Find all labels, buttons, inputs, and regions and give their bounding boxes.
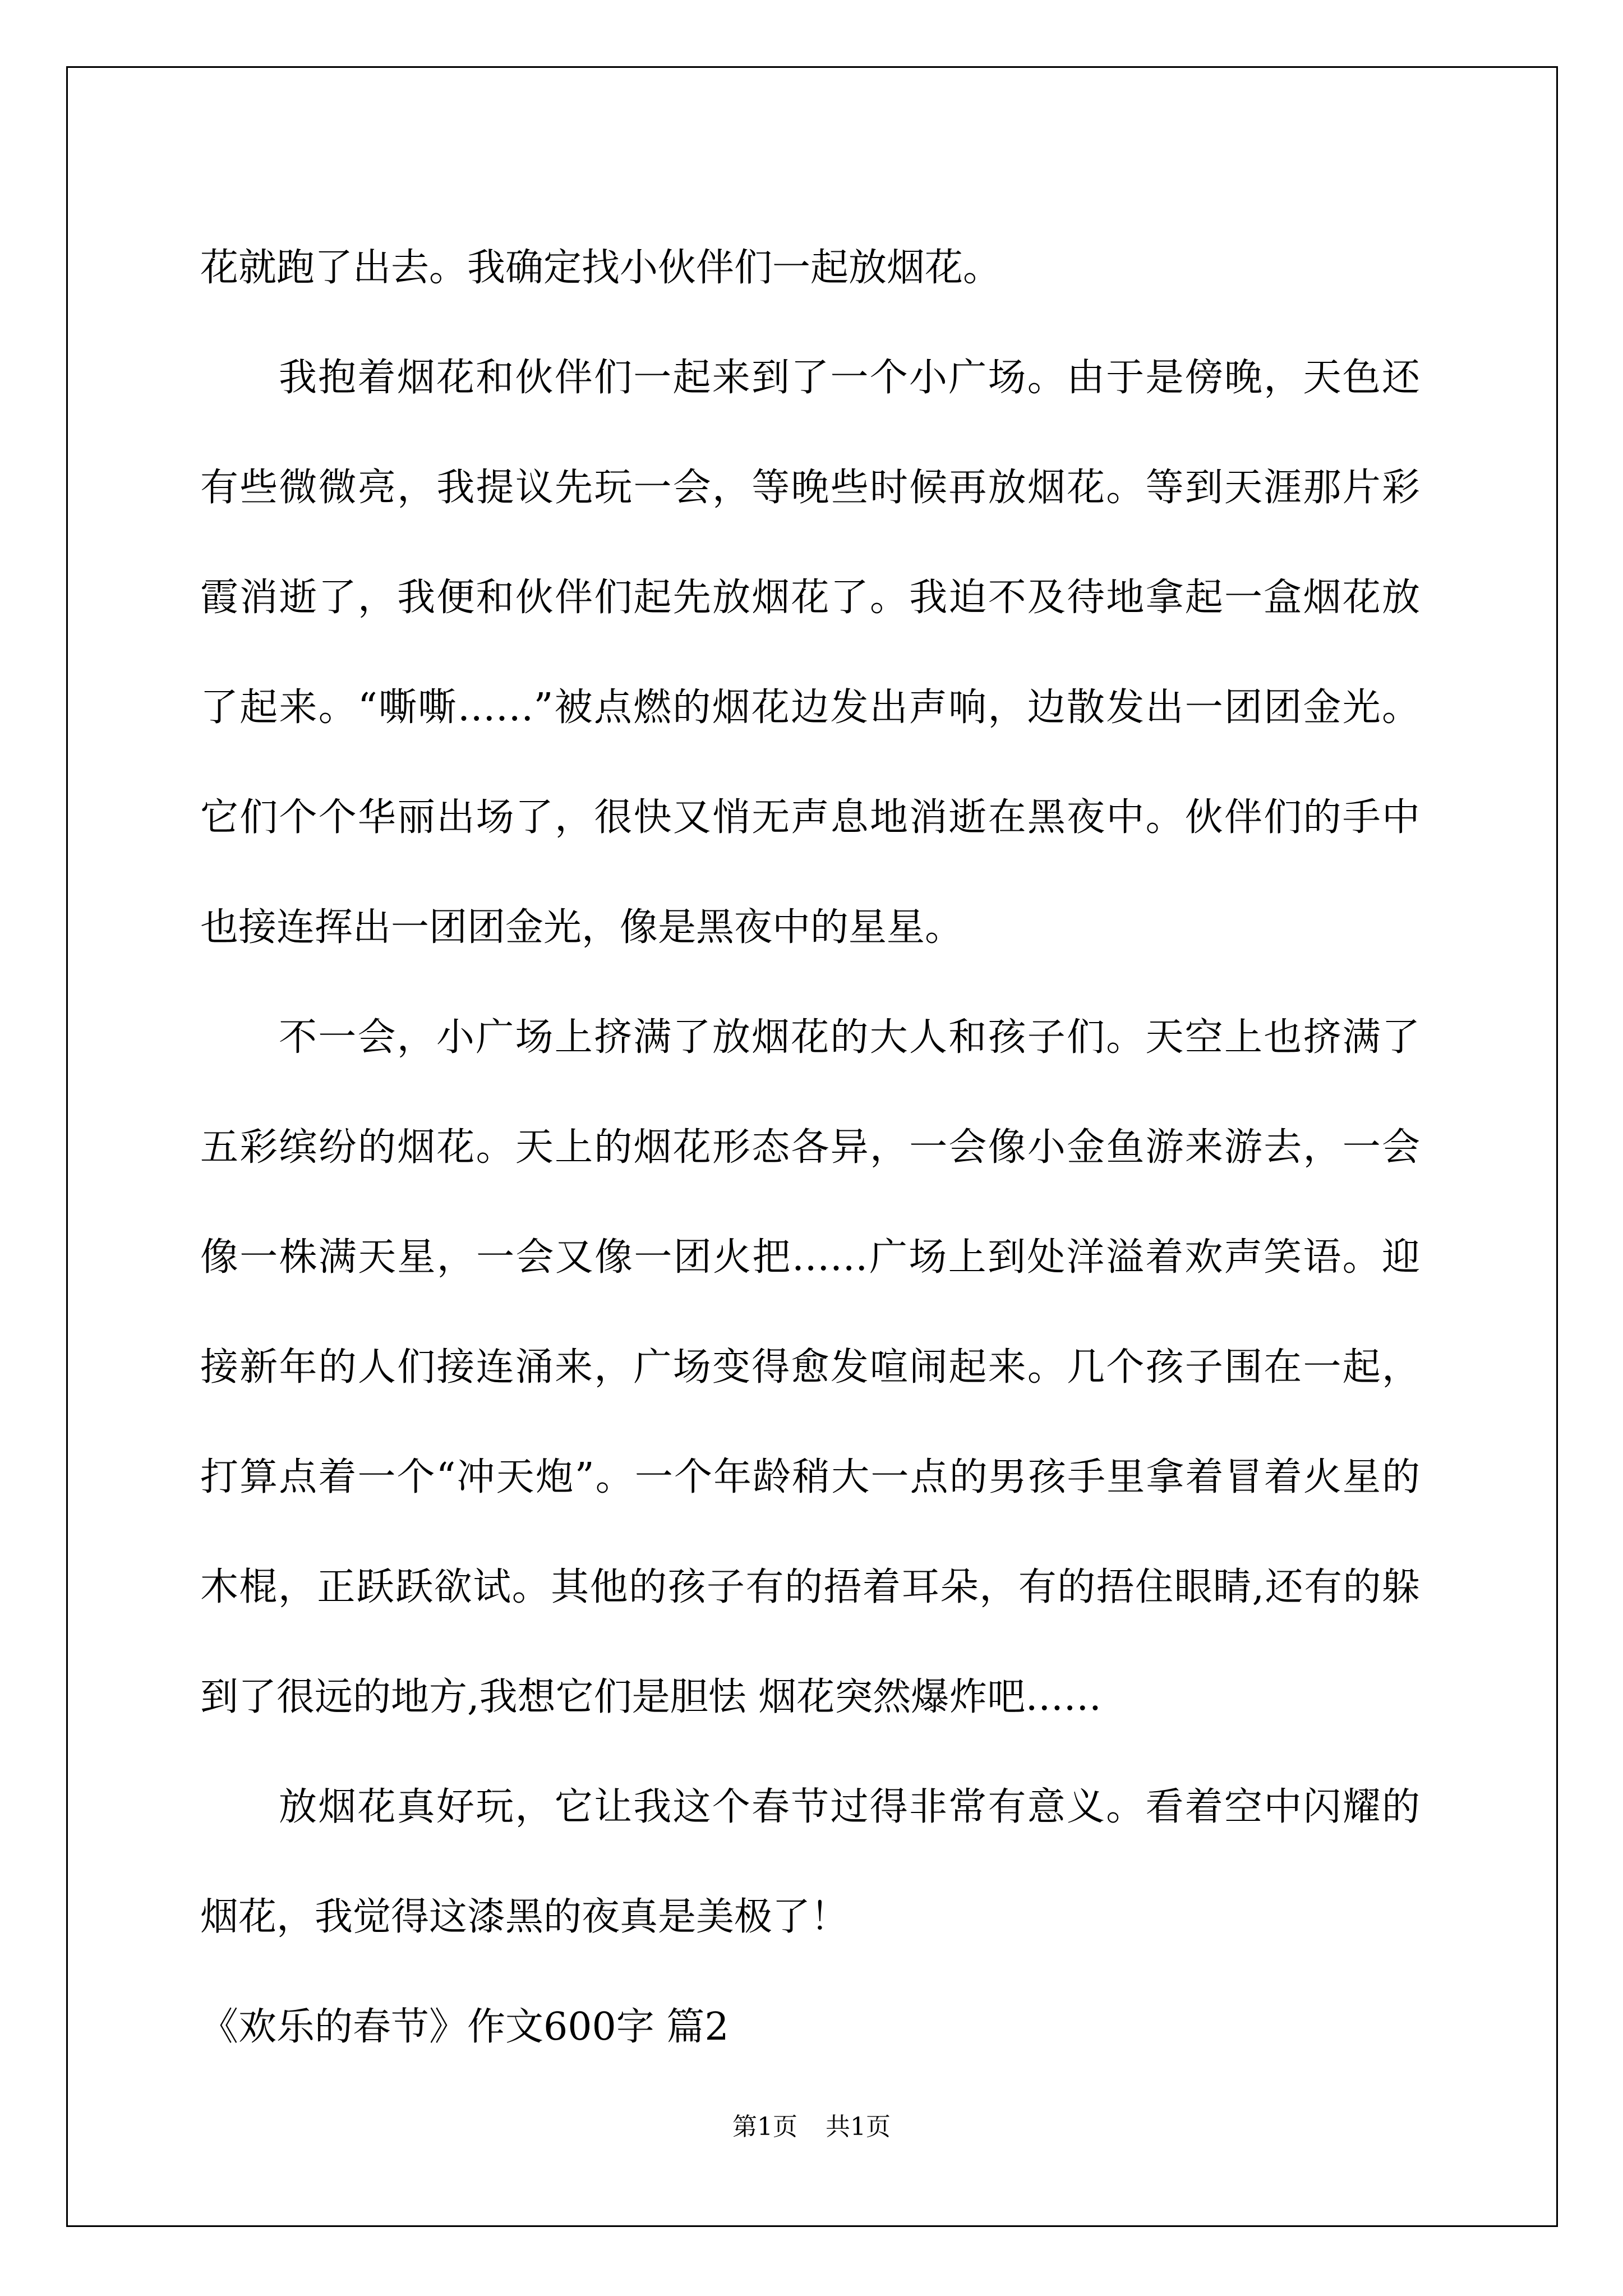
- section-heading: 《欢乐的春节》作文600字 篇2: [200, 2005, 729, 2049]
- paragraph: 不一会，小广场上挤满了放烟花的大人和孩子们。天空上也挤满了五彩缤纷的烟花。天上的烟花形态各异，一会像小金鱼游来游去，一会像一株满天星，一会又像一团火把……广场上到处洋溢着欢声笑语。迎接新年的人们接连涌来，广场变得愈发喧闹起来。几个孩子围在一起，打算点着一个“冲天炮”。一个年龄稍大一点的男孩手里拿着冒着火星的木棍，正跃跃欲试。其他的孩子有的捂着耳朵，有的捂住眼睛,还有的躲到了很远的地方,我想它们是胆怯 烟花突然爆炸吧……: [200, 1015, 1420, 1719]
- paragraph: 我抱着烟花和伙伴们一起来到了一个小广场。由于是傍晚，天色还有些微微亮，我提议先玩一会，等晚些时候再放烟花。等到天涯那片彩霞消逝了，我便和伙伴们起先放烟花了。我迫不及待地拿起一盒烟花放了起来。“嘶嘶……”被点燃的烟花边发出声响，边散发出一团团金光。它们个个华丽出场了，很快又悄无声息地消逝在黑夜中。伙伴们的手中也接连挥出一团团金光，像是黑夜中的星星。: [200, 356, 1420, 950]
- page-number: 第1页: [732, 2113, 797, 2141]
- page-footer: [0, 2106, 1623, 2142]
- document-body: [200, 213, 1420, 2082]
- paragraph-continued: 花就跑了出去。我确定找小伙伴们一起放烟花。: [200, 246, 1002, 290]
- paragraph: 放烟花真好玩，它让我这个春节过得非常有意义。看着空中闪耀的烟花，我觉得这漆黑的夜真是美极了！: [200, 1785, 1420, 1939]
- page-total: 共1页: [826, 2113, 891, 2141]
